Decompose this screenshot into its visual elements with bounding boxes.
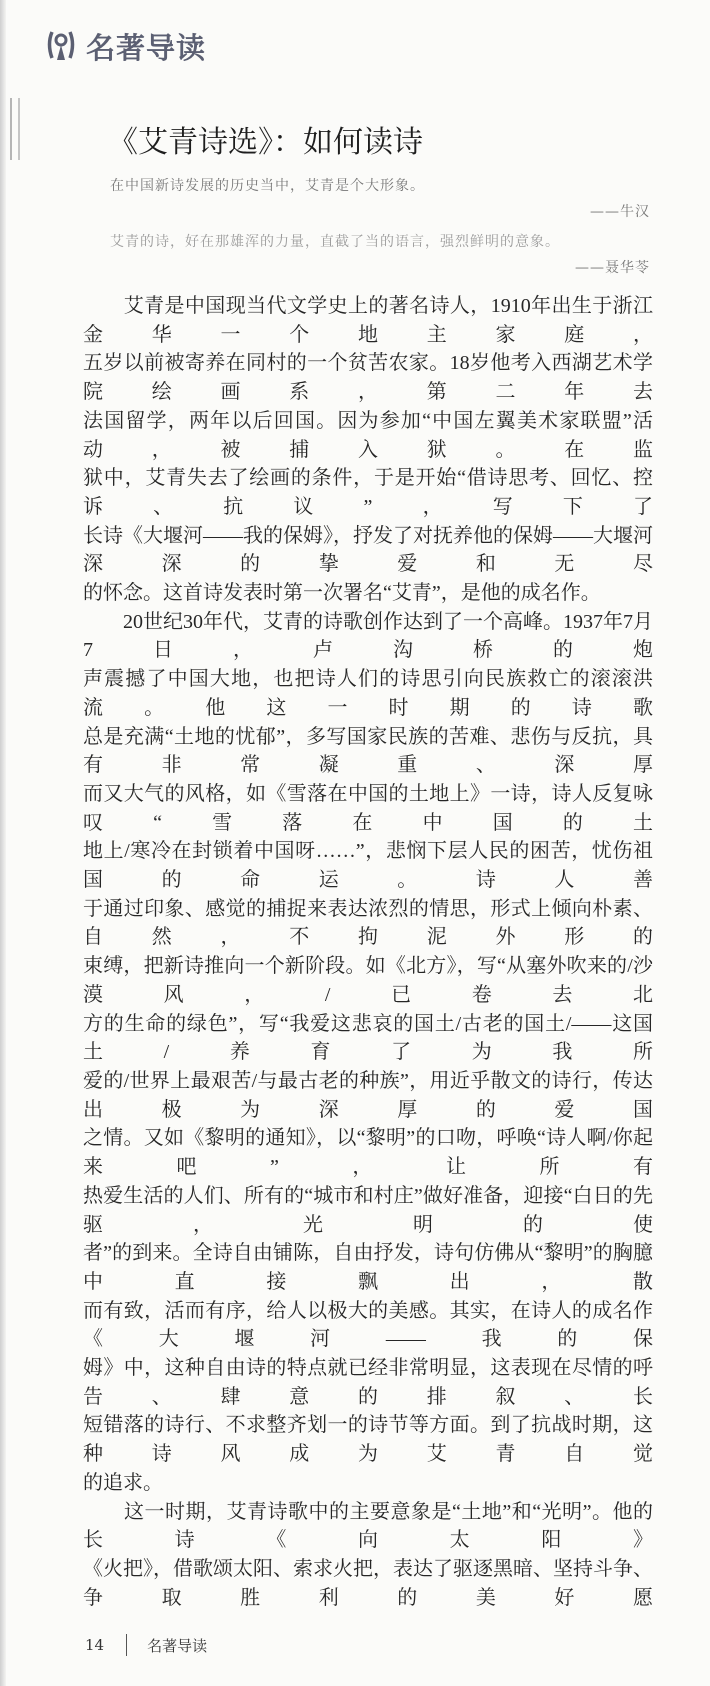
text-line: 而又大气的风格，如《雪落在中国的土地上》一诗，诗人反复咏叹“雪落在中国的土 [83,782,653,834]
text-line: 热爱生活的人们、所有的“城市和村庄”做好准备，迎接“白日的先驱，光明的使 [83,1184,653,1236]
paragraph [83,292,653,608]
text-line: 姆》中，这种自由诗的特点就已经非常明显，这表现在尽情的呼告、肆意的排叙、长 [83,1357,653,1408]
text-line: 《火把》，借歌颂太阳、索求火把，表达了驱逐黑暗、坚持斗争、争取胜利的美好愿 [83,1557,653,1609]
text-line: 狱中，艾青失去了绘画的条件，于是开始“借诗思考、回忆、控诉、抗议”，写下了 [83,467,653,518]
text-line: 20世纪30年代，艾青的诗歌创作达到了一个高峰。1937年7月7日，卢沟桥的炮 [83,610,653,662]
text-line: 方的生命的绿色”，写“我爱这悲哀的国土/古老的国土/——这国土/养育了为我所 [83,1012,653,1064]
text-line: 总是充满“土地的忧郁”，多写国家民族的苦难、悲伤与反抗，具有非常凝重、深厚 [83,725,653,777]
text-line: 之情。又如《黎明的通知》，以“黎明”的口吻，呼唤“诗人啊/你起来吧”，让所有 [83,1127,653,1179]
running-title: 名著导读 [147,1636,208,1655]
text-line: 于通过印象、感觉的捕捉来表达浓烈的情思，形式上倾向朴素、自然，不拘泥外形的 [83,897,653,949]
text-line: 短错落的诗行、不求整齐划一的诗节等方面。到了抗战时期，这种诗风成为艾青自觉 [83,1414,653,1466]
text-line: 这一时期，艾青诗歌中的主要意象是“土地”和“光明”。他的长诗《向太阳》 [83,1500,653,1552]
article-title: 《艾青诗选》：如何读诗 [108,125,423,160]
text-line: 的怀念。这首诗发表时第一次署名“艾青”，是他的成名作。 [83,582,601,605]
text-line: 束缚，把新诗推向一个新阶段。如《北方》，写“从塞外吹来的/沙漠风，/已卷去北 [83,955,653,1006]
epigraph-author: ——聂华苓 [575,260,650,276]
article-body [83,292,653,1612]
paragraph [83,1498,653,1613]
text-line: 爱的/世界上最艰苦/与最古老的种族”，用近乎散文的诗行，传达出极为深厚的爱国 [83,1069,653,1121]
text-line: 地上/寒冷在封锁着中国呀……”，悲悯下层人民的困苦，忧伤祖国的命运。诗人善 [83,840,653,892]
epigraphs [110,176,650,278]
epigraph-text: 在中国新诗发展的历史当中，艾青是个大形象。 [110,178,425,194]
text-line: 而有致，活而有序，给人以极大的美感。其实，在诗人的成名作《大堰河——我的保 [83,1299,653,1351]
text-line: 法国留学，两年以后回国。因为参加“中国左翼美术家联盟”活动，被捕入狱。在监 [83,409,653,461]
text-line: 长诗《大堰河——我的保姆》，抒发了对抚养他的保姆——大堰河深深的挚爱和无尽 [83,524,653,576]
text-line: 的追求。 [83,1471,163,1494]
section-header [46,26,654,66]
paragraph [83,608,653,1498]
text-line: 艾青是中国现当代文学史上的著名诗人，1910年出生于浙江金华一个地主家庭， [83,295,653,346]
text-line: 者”的到来。全诗自由铺陈，自由抒发，诗句仿佛从“黎明”的胸臆中直接飘出，散 [83,1242,653,1293]
epigraph-text: 艾青的诗，好在那雄浑的力量，直截了当的语言，强烈鲜明的意象。 [110,234,560,250]
page-number: 14 [85,1636,105,1655]
reading-lamp-icon [46,28,76,64]
text-line: 声震撼了中国大地，也把诗人们的诗思引向民族救亡的滚滚洪流。他这一时期的诗歌 [83,668,653,719]
text-line: 五岁以前被寄养在同村的一个贫苦农家。18岁他考入西湖艺术学院绘画系，第二年去 [83,352,653,404]
epigraph-author: ——牛汉 [590,204,650,220]
footer-divider [126,1634,127,1656]
page-footer [85,1634,654,1656]
section-title: 名著导读 [86,30,207,65]
